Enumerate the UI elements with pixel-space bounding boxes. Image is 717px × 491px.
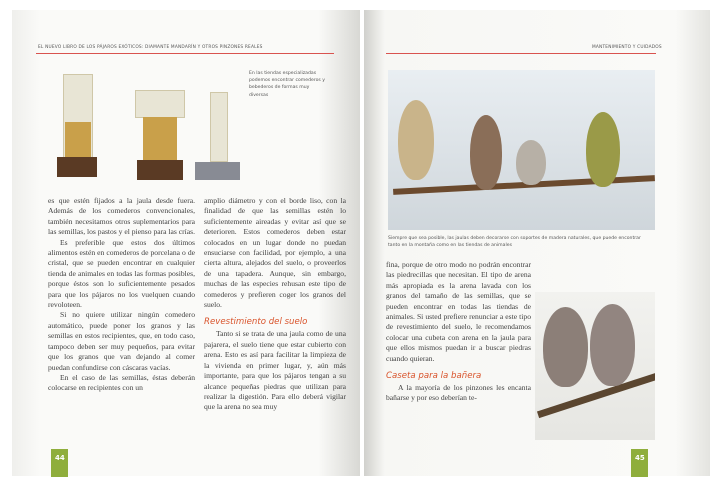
header-rule-left: [36, 53, 334, 54]
paragraph: amplio diámetro y con el borde liso, con la finalidad de que las semillas estén lo suficientemente aireadas y evitar así que se deterioren. Estos comederos deben estar colocados en un lugar donde no puedan ensuciarse con facilidad, por ejemplo, a una cierta altura, alejados del suelo, o proveerlos de una tapadera. Aunque, sin embargo, muchas de las especies rehusan este tipo de comederos y prefieren coger los granos del suelo.: [204, 196, 346, 310]
running-header-left: EL NUEVO LIBRO DE LOS PÁJAROS EXÓTICOS: DIAMANTE MANDARÍN Y OTROS PINZONES REALES: [38, 45, 263, 50]
feeders-photo: [55, 62, 245, 187]
paragraph: Tanto si se trata de una jaula como de una pajarera, el suelo tiene que estar cubierto con arena. Esto es así para facilitar la limpieza de la vivienda en primer lugar, y, aún más importante, para que los pájaros tengan a su alcance pequeñas piedras que utilizan para realizar la digestión. Para ello deberá vigilar que la arena no sea muy: [204, 329, 346, 412]
left-column-1: [48, 196, 195, 394]
paragraph: Es preferible que estos dos últimos alimentos estén en comederos de porcelana o de cristal, que se pueden encontrar en cualquier tienda de animales en todas las formas posibles, porque éstos son lo suficientemente pesados para que los pájaros no los vuelquen cuando revoloteen.: [48, 237, 195, 310]
finches-caption: Siempre que sea posible, las jaulas deben decorarse con soportes de madera naturales, que puede encontrar tanto en la montaña como en las tiendas de animales: [388, 236, 641, 249]
zebra-finch-pair-photo: [535, 292, 655, 440]
finches-on-perch-photo: [388, 70, 655, 230]
page-number-right: 45: [631, 449, 648, 477]
running-header-right: MANTENIMIENTO Y CUIDADOS: [592, 45, 662, 50]
paragraph: En el caso de las semillas, éstas deberán colocarse en recipientes con un: [48, 372, 195, 393]
header-rule-right: [386, 53, 656, 54]
feeders-caption: En las tiendas especializadas podemos encontrar comederos y bebederos de formas muy diversas: [249, 71, 325, 98]
page-number-left: 44: [51, 449, 68, 477]
paragraph: A la mayoría de los pinzones les encanta bañarse y por eso deberían te-: [386, 383, 531, 403]
section-heading: Revestimiento del suelo: [204, 317, 308, 328]
left-column-2: [204, 196, 346, 413]
right-column-1: [386, 260, 531, 404]
paragraph: es que estén fijados a la jaula desde fuera. Además de los comederos convencionales, también necesitamos otros suplementarios para las semillas, los pastos y el pienso para las crías.: [48, 196, 195, 237]
paragraph: Si no quiere utilizar ningún comedero automático, puede poner los granos y las semillas en estos recipientes, que, en todo caso, tampoco deben ser muy pequeños, para evitar que los granos que van dejando al comer puedan confundirse con cáscaras vacías.: [48, 310, 195, 372]
paragraph: fina, porque de otro modo no podrán encontrar las piedrecillas que necesitan. El tipo de arena más apropiada es la arena lavada con los granos del tamaño de las semillas, que se pueden encontrar en todas las tiendas de animales. Si usted prefiere renunciar a este tipo de revestimiento del suelo, le recomendamos colocar una cubeta con arena en la jaula para que ellos mismos puedan ir a buscar piedras cuando quieran.: [386, 260, 531, 363]
section-heading: Caseta para la bañera: [386, 371, 482, 382]
